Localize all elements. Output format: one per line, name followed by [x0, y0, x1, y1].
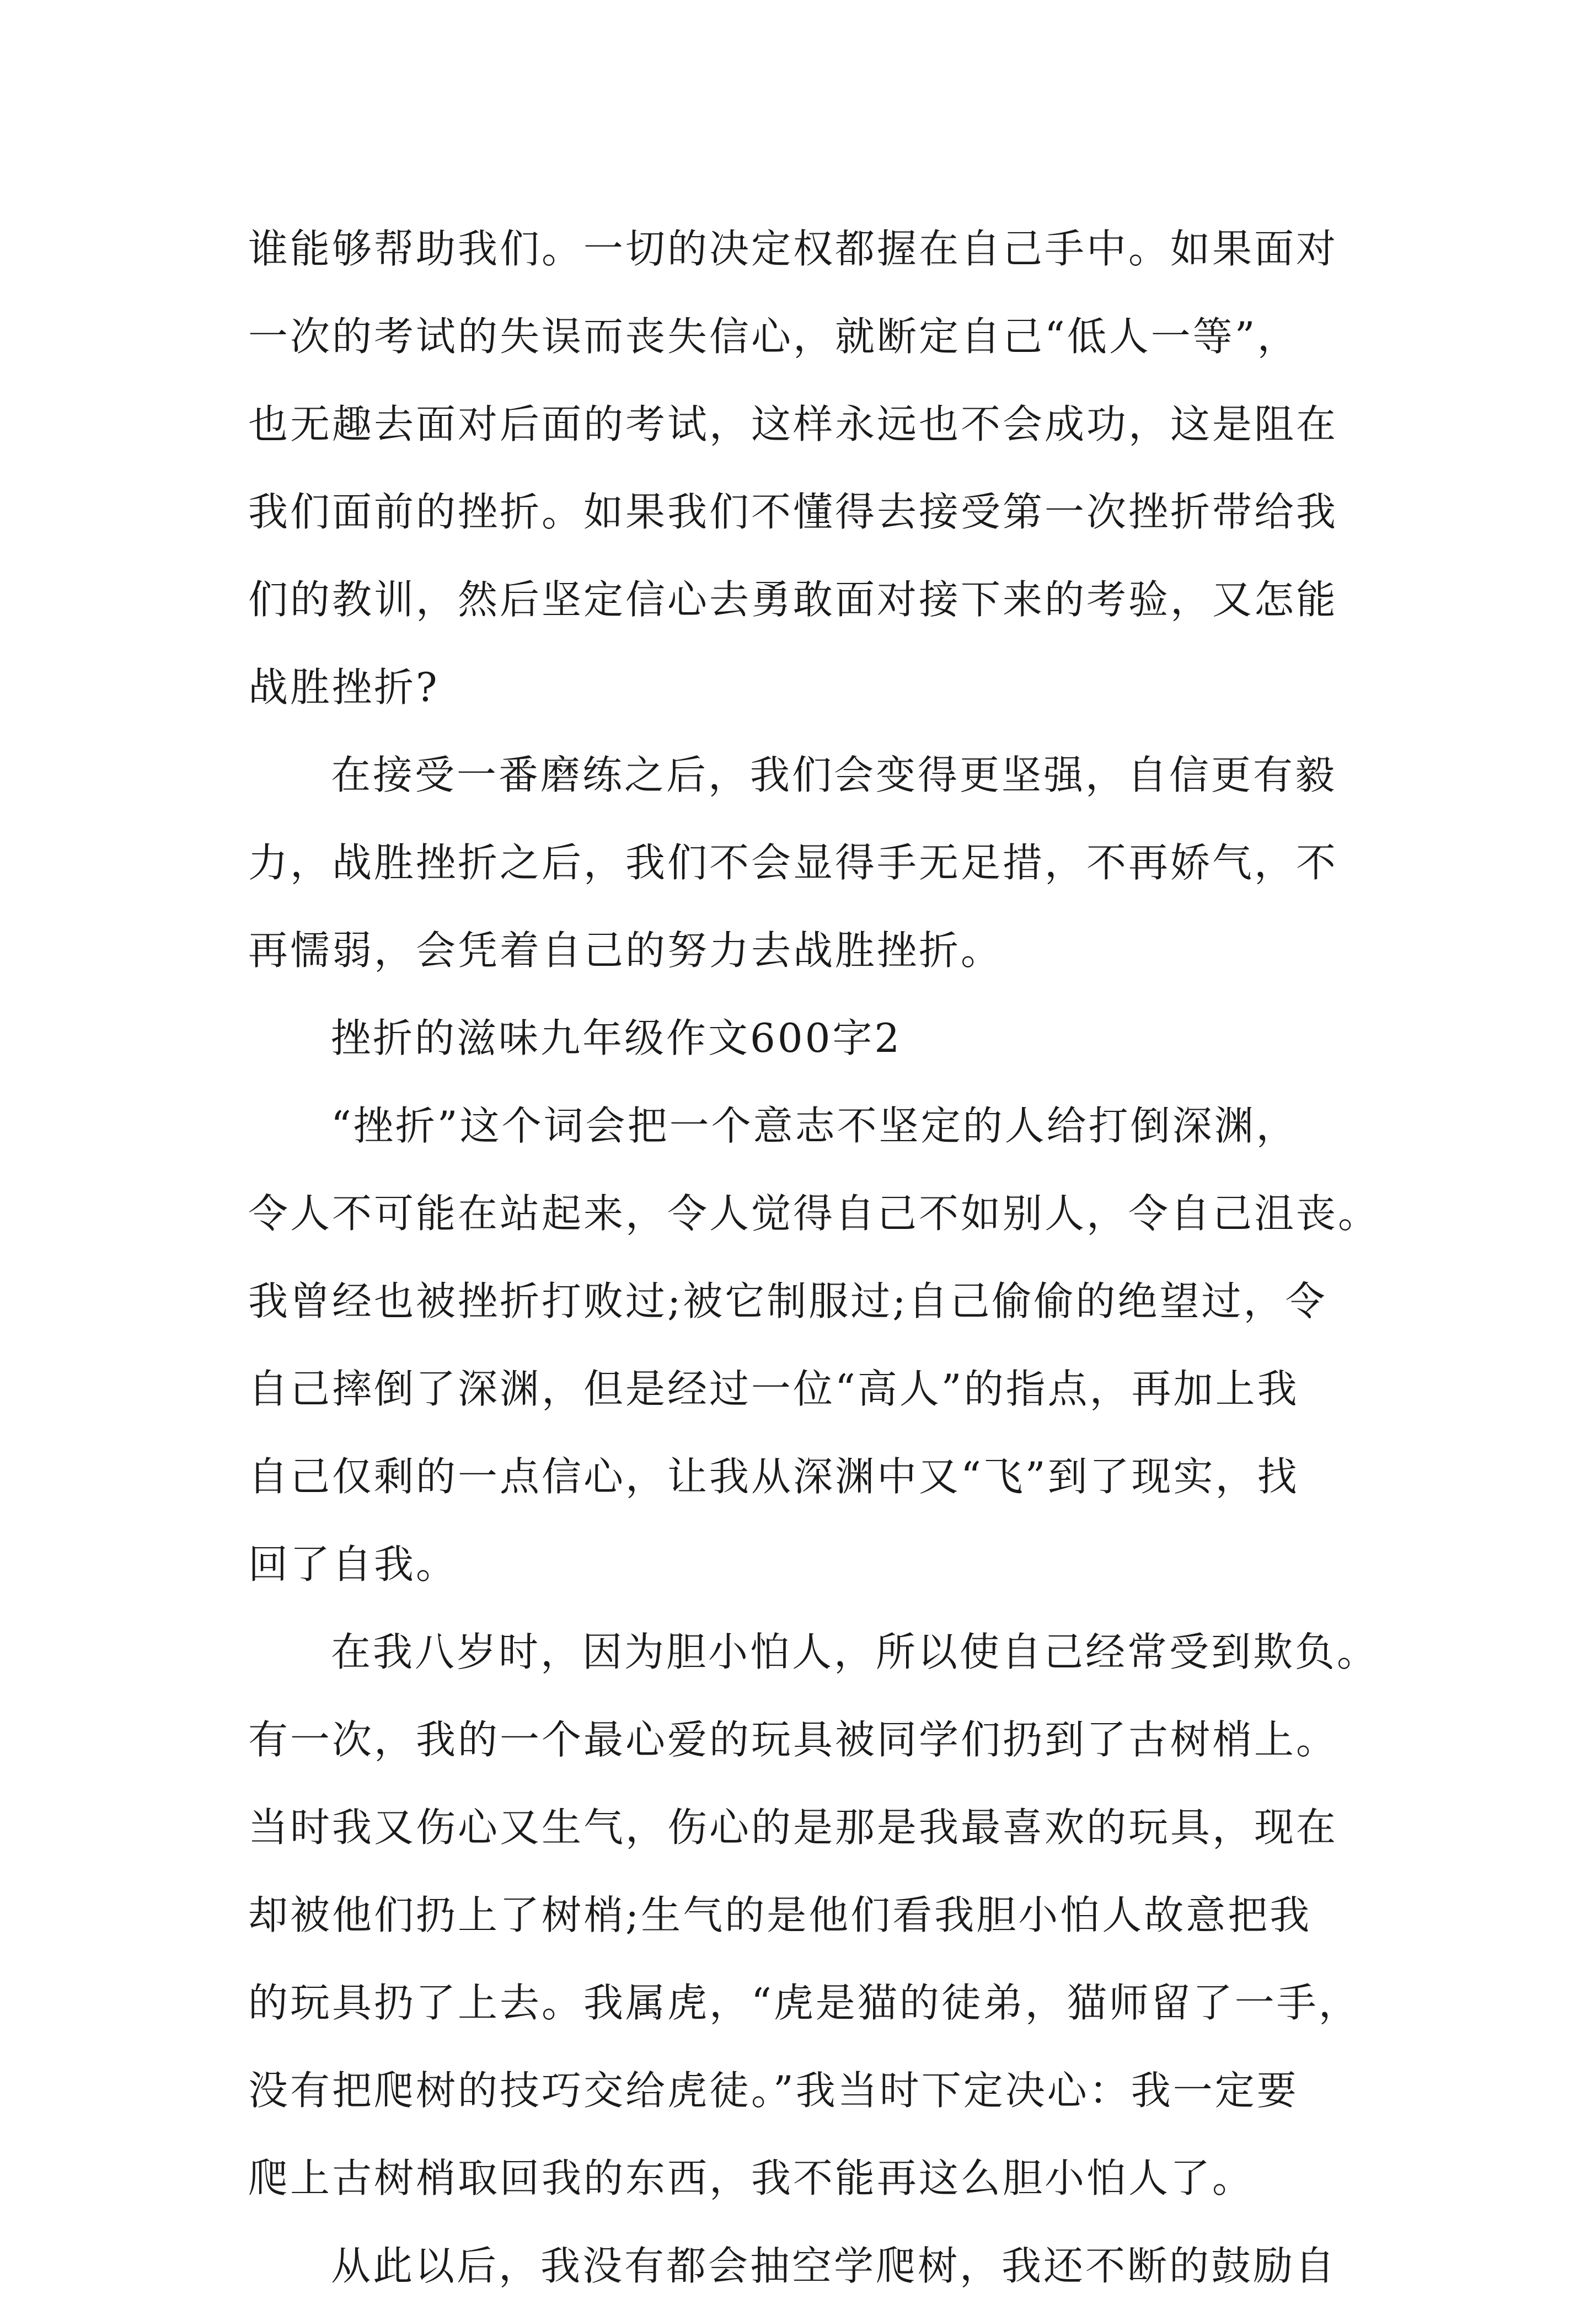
text-line: 有一次，我的一个最心爱的玩具被同学们扔到了古树梢上。 — [248, 1717, 1338, 1763]
text-line: 我们面前的挫折。如果我们不懂得去接受第一次挫折带给我 — [248, 489, 1338, 535]
text-line: 再懦弱，会凭着自己的努力去战胜挫折。 — [248, 927, 1003, 974]
text-line: 们的教训，然后坚定信心去勇敢面对接下来的考验，又怎能 — [248, 576, 1338, 623]
text-line: 自己摔倒了深渊，但是经过一位“高人”的指点，再加上我 — [248, 1366, 1299, 1412]
text-line: 一次的考试的失误而丧失信心，就断定自己“低人一等”， — [248, 313, 1299, 360]
text-line: 在我八岁时，因为胆小怕人，所以使自己经常受到欺负。 — [331, 1629, 1379, 1675]
text-line: 的玩具扔了上去。我属虎，“虎是猫的徒弟，猫师留了一手， — [248, 1980, 1361, 2026]
text-line: 爬上古树梢取回我的东西，我不能再这么胆小怕人了。 — [248, 2155, 1255, 2201]
text-line: 在接受一番磨练之后，我们会变得更坚强，自信更有毅 — [331, 752, 1337, 798]
text-line: 回了自我。 — [248, 1541, 458, 1587]
text-line: 自己仅剩的一点信心，让我从深渊中又“飞”到了现实，找 — [248, 1453, 1299, 1500]
text-line: 却被他们扔上了树梢;生气的是他们看我胆小怕人故意把我 — [248, 1892, 1312, 1938]
text-line: 令人不可能在站起来，令人觉得自己不如别人，令自己沮丧。 — [248, 1190, 1380, 1237]
text-line: 当时我又伤心又生气，伤心的是那是我最喜欢的玩具，现在 — [248, 1804, 1338, 1851]
text-line: 从此以后，我没有都会抽空学爬树，我还不断的鼓励自 — [331, 2243, 1337, 2289]
section-title: 挫折的滋味九年级作文600字2 — [331, 1015, 902, 1061]
text-line: 力，战胜挫折之后，我们不会显得手无足措，不再娇气，不 — [248, 839, 1338, 886]
document-body — [248, 205, 1380, 2310]
text-line: 战胜挫折? — [248, 664, 440, 710]
text-line: 没有把爬树的技巧交给虎徒。”我当时下定决心：我一定要 — [248, 2067, 1299, 2114]
text-line: “挫折”这个词会把一个意志不坚定的人给打倒深渊， — [331, 1103, 1298, 1149]
text-line: 我曾经也被挫折打败过;被它制服过;自己偷偷的绝望过，令 — [248, 1278, 1327, 1324]
text-line: 也无趣去面对后面的考试，这样永远也不会成功，这是阻在 — [248, 401, 1338, 447]
text-line: 谁能够帮助我们。一切的决定权都握在自己手中。如果面对 — [248, 226, 1338, 272]
